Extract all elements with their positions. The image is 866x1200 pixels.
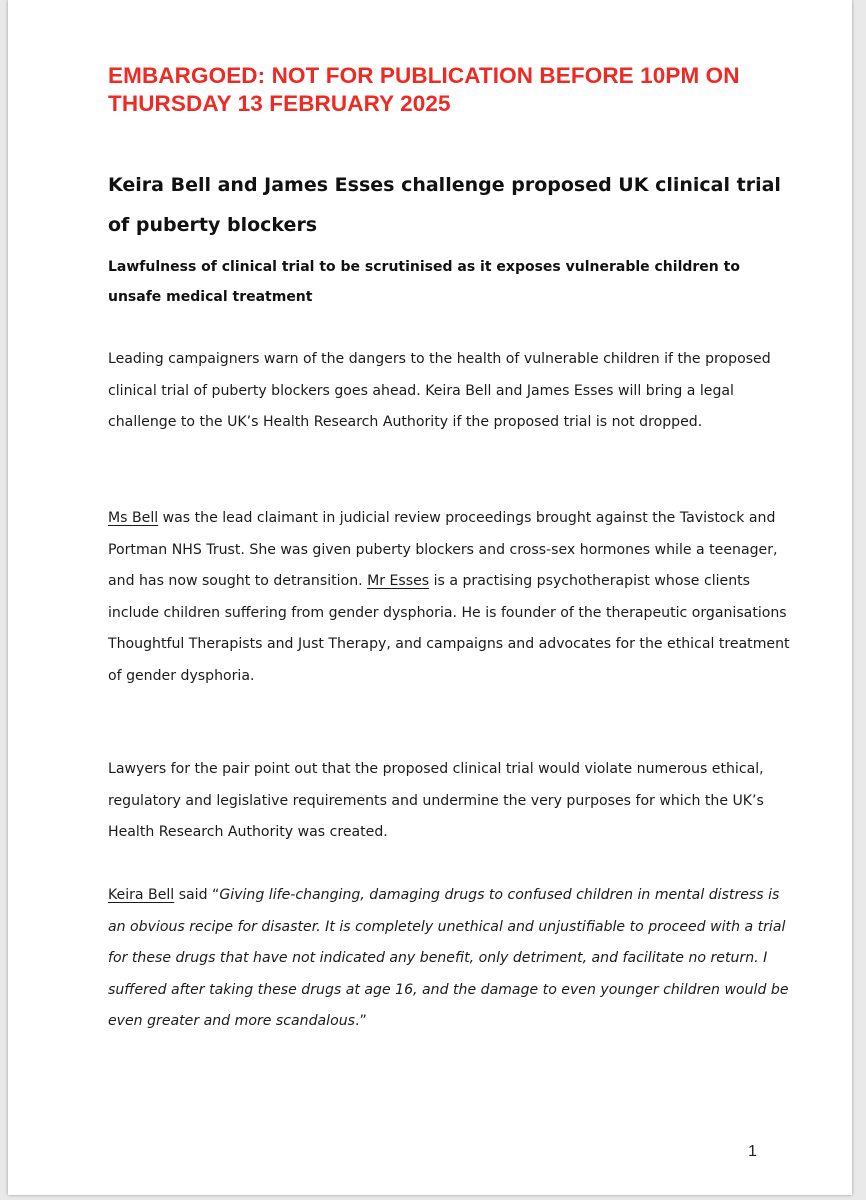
mr-esses-description: is a practising psychotherapist whose clients include children suffering from gender dysphoria. He is founder of the therapeutic organisations Thoughtful Therapists and Just Therapy, and campaigns and advocates for the ethical treatment of gender dysphoria. xyxy=(108,573,790,684)
name-ms-bell: Ms Bell xyxy=(108,510,159,526)
quote-said: said “ xyxy=(174,887,220,903)
quote-closing: .” xyxy=(354,1013,367,1030)
page-number: 1 xyxy=(748,1143,757,1160)
paragraph-lawyers: Lawyers for the pair point out that the proposed clinical trial would violate numerous ethical, regulatory and legislative requirements and undermine the very purposes for which the UK’s Health Research Authority was created. xyxy=(108,761,764,841)
paragraph-intro: Leading campaigners warn of the dangers to the health of vulnerable children if the proposed clinical trial of puberty blockers goes ahead. Keira Bell and James Esses will bring a legal challenge to the UK’s Health Research Authority if the proposed trial is not dropped. xyxy=(108,351,771,431)
document-page xyxy=(8,0,852,1195)
quote-text: Giving life-changing, damaging drugs to confused children in mental distress is an obvious recipe for disaster. It is completely unethical and unjustifiable to proceed with a trial for these drugs that have not indicated any benefit, only detriment, and facilitate no return. I suffered after taking these drugs at age 16, and the damage to even younger children would be even greater and more scandalous xyxy=(108,887,789,1030)
headline: Keira Bell and James Esses challenge proposed UK clinical trial of puberty blockers xyxy=(108,174,781,236)
name-mr-esses: Mr Esses xyxy=(367,573,430,590)
paragraph-background xyxy=(108,503,798,693)
ms-bell-description: was the lead claimant in judicial review proceedings brought against the Tavistock and Portman NHS Trust. She was given puberty blockers and cross-sex hormones while a teenager, and has now sought to detransition. xyxy=(108,510,778,590)
subheadline: Lawfulness of clinical trial to be scrutinised as it exposes vulnerable children to unsafe medical treatment xyxy=(108,259,740,305)
embargo-notice: EMBARGOED: NOT FOR PUBLICATION BEFORE 10PM ON THURSDAY 13 FEBRUARY 2025 xyxy=(108,63,740,116)
paragraph-quote xyxy=(108,880,798,1038)
quote-speaker: Keira Bell xyxy=(108,887,175,903)
